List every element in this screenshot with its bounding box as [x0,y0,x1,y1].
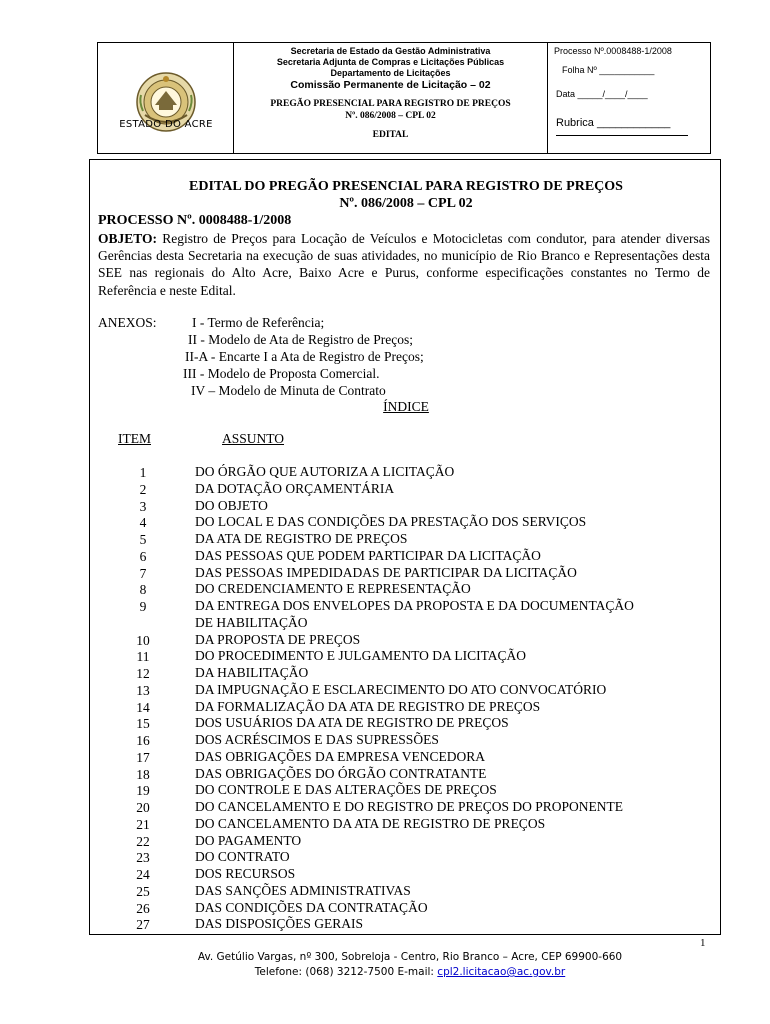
index-item-number: 27 [136,917,150,933]
index-item-number: 13 [136,682,150,698]
header-pregao-line1: PREGÃO PRESENCIAL PARA REGISTRO DE PREÇOS [270,99,511,109]
footer-email-link[interactable]: cpl2.licitacao@ac.gov.br [437,966,566,978]
annex-item: I - Termo de Referência; [192,315,325,330]
header-signature-line [556,135,688,136]
annex-item: III - Modelo de Proposta Comercial. [183,366,380,381]
index-item-subject: DA IMPUGNAÇÃO E ESCLARECIMENTO DO ATO CONVOCATÓRIO [195,681,607,697]
index-item-subject: DOS ACRÉSCIMOS E DAS SUPRESSÕES [195,732,439,747]
document-subtitle: Nº. 086/2008 – CPL 02 [339,196,473,211]
index-item-subject: DAS OBRIGAÇÕES DA EMPRESA VENCEDORA [195,748,486,764]
index-item-number: 7 [139,565,147,581]
index-column-item: ITEM [118,431,151,446]
annexes-label: ANEXOS: [98,315,157,330]
index-item-subject: DA PROPOSTA DE PREÇOS [195,631,361,647]
index-item-subject: DA FORMALIZAÇÃO DA ATA DE REGISTRO DE PREÇOS [195,698,541,714]
index-item-subject: DA ATA DE REGISTRO DE PREÇOS [195,531,408,546]
footer-contact [0,965,770,980]
page-number: 1 [700,937,706,949]
index-heading: ÍNDICE [383,399,429,414]
annex-item: II - Modelo de Ata de Registro de Preços; [188,332,413,347]
header-rubrica: Rubrica ____________ [556,117,671,129]
index-item-subject: DO ÓRGÃO QUE AUTORIZA A LICITAÇÃO [195,464,455,479]
index-item-number: 24 [136,867,150,882]
index-item-number: 11 [136,649,150,665]
header-edital: EDITAL [372,130,409,140]
header-secretaria: Secretaria de Estado da Gestão Administrativa [290,46,491,56]
index-item-number: 22 [136,833,150,849]
index-item-number: 1 [139,465,147,480]
annex-item: IV – Modelo de Minuta de Contrato [191,383,386,398]
index-item-subject-continuation: DE HABILITAÇÃO [195,614,308,630]
index-item-number: 9 [139,599,147,614]
index-item-subject: DO PROCEDIMENTO E JULGAMENTO DA LICITAÇÃO [195,648,527,664]
index-item-number: 5 [139,532,147,547]
header-folha: Folha Nº ___________ [562,65,655,75]
index-item-subject: DAS PESSOAS IMPEDIDADAS DE PARTICIPAR DA LICITAÇÃO [195,564,577,580]
document-body [89,159,721,935]
index-item-number: 15 [136,716,150,732]
index-item-number: 10 [136,632,150,648]
index-item-number: 25 [136,883,150,899]
index-item-number: 23 [136,850,150,866]
index-item-number: 18 [136,766,150,782]
header-process-cell [548,43,710,153]
index-item-number: 12 [136,666,150,681]
index-item-number: 20 [136,800,150,815]
index-item-subject: DO LOCAL E DAS CONDIÇÕES DA PRESTAÇÃO DOS SERVIÇOS [195,514,587,530]
index-item-number: 19 [136,783,150,799]
index-item-subject: DO CANCELAMENTO E DO REGISTRO DE PREÇOS DO PROPONENTE [195,799,624,814]
index-item-number: 6 [139,548,147,564]
index-item-subject: DAS SANÇÕES ADMINISTRATIVAS [195,882,411,898]
index-item-number: 4 [139,515,147,531]
footer-address: Av. Getúlio Vargas, nº 300, Sobreloja - Centro, Rio Branco – Acre, CEP 69900-660 [197,951,623,963]
index-item-number: 8 [139,582,147,598]
object-label: OBJETO: [98,231,158,246]
index-item-number: 21 [136,816,150,832]
object-paragraph [98,230,710,299]
annex-item: II-A - Encarte I a Ata de Registro de Preços; [185,349,424,364]
index-item-subject: DO CONTRATO [195,849,290,865]
index-item-number: 2 [139,481,147,497]
document-title: EDITAL DO PREGÃO PRESENCIAL PARA REGISTRO DE PREÇOS [189,179,623,194]
index-item-subject: DAS CONDIÇÕES DA CONTRATAÇÃO [195,899,428,915]
index-item-number: 26 [136,900,150,916]
header-logo-cell [98,43,234,153]
header-departamento: Departamento de Licitações [330,68,451,78]
index-item-number: 16 [136,733,150,748]
header-commission: Comissão Permanente de Licitação – 02 [290,79,491,91]
index-item-number: 14 [136,699,150,715]
index-item-subject: DO CONTROLE E DAS ALTERAÇÕES DE PREÇOS [195,782,497,798]
process-number: PROCESSO Nº. 0008488-1/2008 [98,213,292,228]
header-pregao-line2: Nº. 086/2008 – CPL 02 [345,111,436,121]
index-item-subject: DAS OBRIGAÇÕES DO ÓRGÃO CONTRATANTE [195,765,487,781]
index-item-number: 3 [139,498,147,514]
object-text: Registro de Preços para Locação de Veículos e Motocicletas com condutor, para atender diversas Gerências desta Secretaria na execução de suas atividades, no município de Rio Branco e Representações desta SEE nas regionais do Alto Acre, Baixo Acre e Purus, conforme especificações constantes no Termo de Referência e neste Edital. [98,231,711,298]
index-item-subject: DAS DISPOSIÇÕES GERAIS [195,916,364,932]
index-item-subject: DOS RECURSOS [195,866,296,881]
header-secretaria-adjunta: Secretaria Adjunta de Compras e Licitações Públicas [276,57,505,67]
index-item-number: 17 [136,749,150,765]
state-label: ESTADO DO ACRE [119,119,213,130]
index-item-subject: DAS PESSOAS QUE PODEM PARTICIPAR DA LICITAÇÃO [195,547,541,563]
header-data: Data _____/____/____ [556,89,648,99]
index-item-subject: DO CREDENCIAMENTO E REPRESENTAÇÃO [195,581,471,597]
index-column-subject: ASSUNTO [222,431,285,446]
index-item-subject: DA HABILITAÇÃO [195,665,309,680]
index-item-subject: DA DOTAÇÃO ORÇAMENTÁRIA [195,480,395,496]
index-item-subject: DOS USUÁRIOS DA ATA DE REGISTRO DE PREÇOS [195,715,509,731]
index-item-subject: DO CANCELAMENTO DA ATA DE REGISTRO DE PREÇOS [195,815,546,831]
header-department-cell [234,43,548,153]
index-item-subject: DA ENTREGA DOS ENVELOPES DA PROPOSTA E DA DOCUMENTAÇÃO [195,598,634,613]
header-process-number: Processo Nº.0008488-1/2008 [554,46,672,56]
index-item-subject: DO PAGAMENTO [195,832,302,848]
index-item-subject: DO OBJETO [195,497,268,513]
document-header [97,42,711,154]
footer-phone: Telefone: (068) 3212-7500 E-mail: [254,966,434,978]
